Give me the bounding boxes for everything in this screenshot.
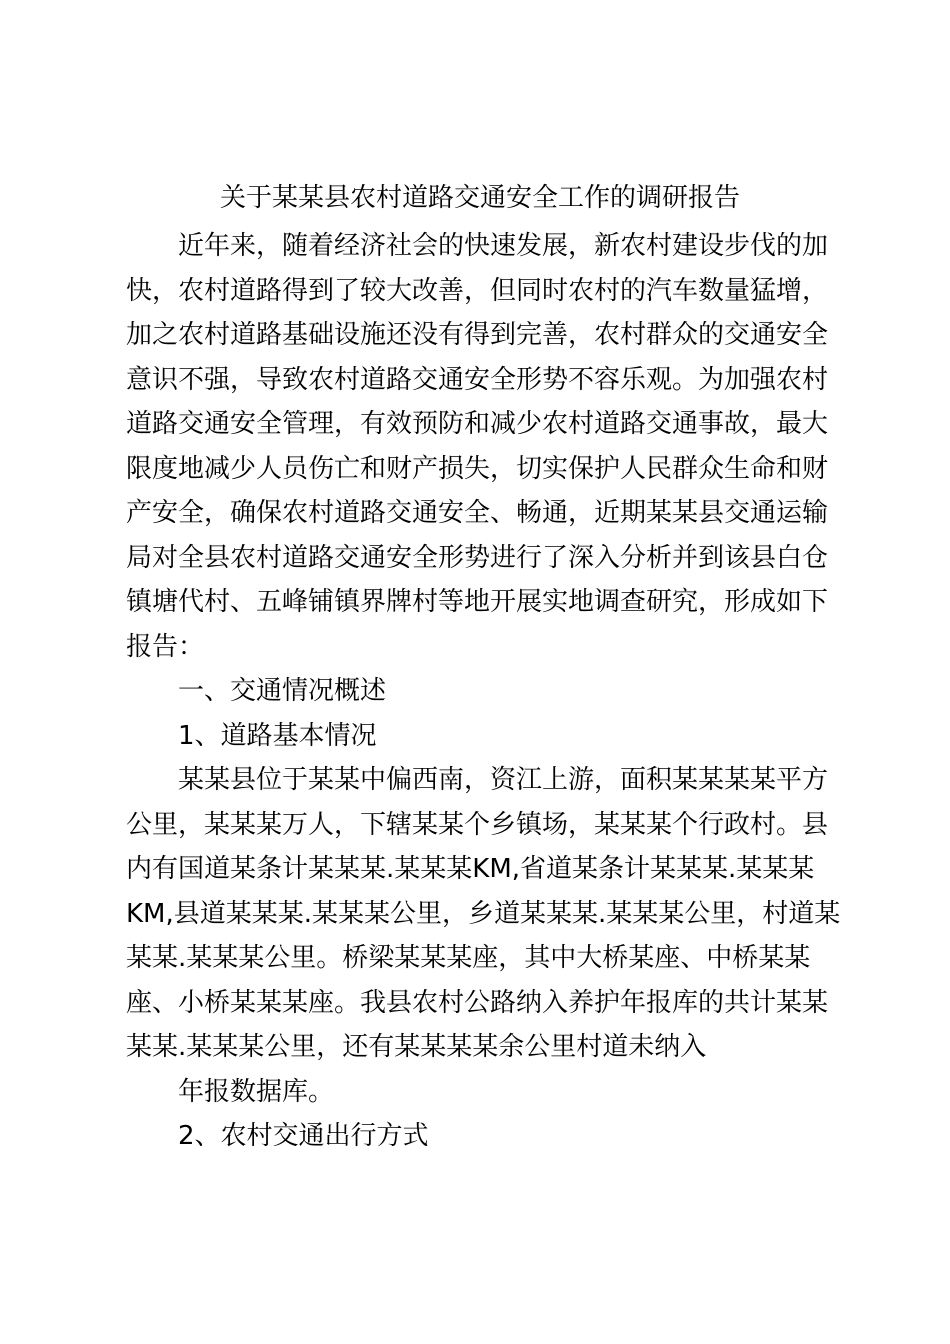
paragraph-line: 加之农村道路基础设施还没有得到完善，农村群众的交通安全: [126, 320, 829, 350]
paragraph-line: 座、小桥某某某座。我县农村公路纳入养护年报库的共计某某: [126, 987, 829, 1018]
paragraph-line: 局对全县农村道路交通安全形势进行了深入分析并到该县白仓: [126, 542, 829, 573]
paragraph-line: 产安全，确保农村道路交通安全、畅通，近期某某县交通运输: [126, 498, 829, 528]
paragraph-line: 某某县位于某某中偏西南，资江上游，面积某某某某平方: [178, 765, 829, 795]
subsection-heading: 1、道路基本情况: [178, 720, 377, 751]
document-body: [126, 224, 846, 1159]
paragraph-line: 内有国道某条计某某某.某某某KM,省道某条计某某某.某某某: [126, 854, 815, 884]
document-title: 关于某某县农村道路交通安全工作的调研报告: [219, 183, 740, 213]
paragraph-line: 镇塘代村、五峰铺镇界牌村等地开展实地调查研究，形成如下: [126, 587, 829, 617]
paragraph-line: 某某.某某某公里，还有某某某某余公里村道未纳入: [126, 1032, 707, 1062]
paragraph-line: 道路交通安全管理，有效预防和减少农村道路交通事故，最大: [126, 409, 829, 439]
paragraph-line: 年报数据库。: [178, 1076, 335, 1107]
paragraph-line: KM,县道某某某.某某某公里，乡道某某某.某某某公里，村道某: [126, 898, 841, 929]
paragraph-line: 限度地减少人员伤亡和财产损失，切实保护人民群众生命和财: [126, 453, 829, 484]
paragraph-line: 近年来，随着经济社会的快速发展，新农村建设步伐的加: [178, 231, 829, 261]
paragraph-line: 某某.某某某公里。桥梁某某某座，其中大桥某座、中桥某某: [126, 943, 811, 973]
paragraph-line: 报告：: [126, 631, 205, 662]
subsection-heading: 2、农村交通出行方式: [178, 1121, 429, 1151]
paragraph-line: 意识不强，导致农村道路交通安全形势不容乐观。为加强农村: [126, 364, 829, 395]
paragraph-line: 公里，某某某万人，下辖某某个乡镇场，某某某个行政村。县: [126, 809, 829, 840]
section-heading: 一、交通情况概述: [178, 676, 387, 706]
paragraph-line: 快，农村道路得到了较大改善，但同时农村的汽车数量猛增，: [126, 275, 829, 306]
